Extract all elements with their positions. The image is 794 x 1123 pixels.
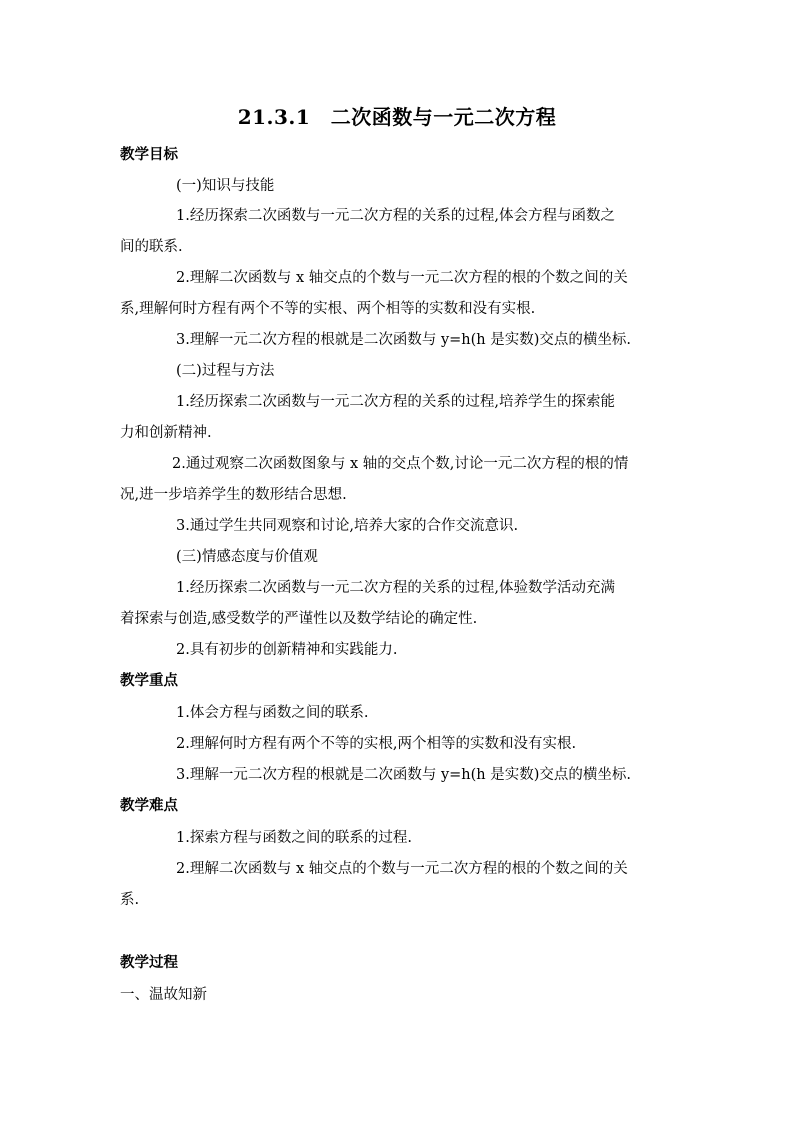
key-points-item-2: 2.理解何时方程有两个不等的实根,两个相等的实数和没有实根. bbox=[176, 736, 577, 752]
objectives-knowledge-item-2-cont: 系,理解何时方程有两个不等的实根、两个相等的实数和没有实根. bbox=[120, 301, 536, 317]
difficulties-item-2: 2.理解二次函数与 x 轴交点的个数与一元二次方程的根的个数之间的关 bbox=[176, 861, 628, 877]
objectives-attitude-item-1-cont: 着探索与创造,感受数学的严谨性以及数学结论的确定性. bbox=[120, 611, 478, 627]
objectives-subsection-process: (二)过程与方法 bbox=[176, 363, 275, 379]
process-heading: 教学过程 bbox=[120, 954, 178, 971]
objectives-knowledge-item-3: 3.理解一元二次方程的根就是二次函数与 y=h(h 是实数)交点的横坐标. bbox=[176, 332, 631, 348]
objectives-attitude-item-2: 2.具有初步的创新精神和实践能力. bbox=[176, 642, 398, 658]
difficulties-item-2-cont: 系. bbox=[120, 892, 140, 908]
objectives-knowledge-item-2: 2.理解二次函数与 x 轴交点的个数与一元二次方程的根的个数之间的关 bbox=[176, 270, 628, 286]
objectives-subsection-attitude: (三)情感态度与价值观 bbox=[176, 549, 318, 565]
page-title: 21.3.1 二次函数与一元二次方程 bbox=[237, 105, 557, 129]
process-section-1: 一、温故知新 bbox=[120, 987, 207, 1003]
objectives-subsection-knowledge: (一)知识与技能 bbox=[176, 178, 275, 194]
difficulties-item-1: 1.探索方程与函数之间的联系的过程. bbox=[176, 830, 412, 846]
objectives-knowledge-item-1-cont: 间的联系. bbox=[120, 239, 183, 255]
key-points-item-1: 1.体会方程与函数之间的联系. bbox=[176, 705, 369, 721]
objectives-process-item-1-cont: 力和创新精神. bbox=[120, 425, 212, 441]
objectives-knowledge-item-1: 1.经历探索二次函数与一元二次方程的关系的过程,体会方程与函数之 bbox=[176, 208, 615, 224]
key-points-heading: 教学重点 bbox=[120, 672, 178, 689]
objectives-attitude-item-1: 1.经历探索二次函数与一元二次方程的关系的过程,体验数学活动充满 bbox=[176, 580, 615, 596]
objectives-process-item-3: 3.通过学生共同观察和讨论,培养大家的合作交流意识. bbox=[176, 518, 519, 534]
objectives-process-item-2-cont: 况,进一步培养学生的数形结合思想. bbox=[120, 487, 347, 503]
objectives-process-item-2: 2.通过观察二次函数图象与 x 轴的交点个数,讨论一元二次方程的根的情 bbox=[172, 456, 629, 472]
key-points-item-3: 3.理解一元二次方程的根就是二次函数与 y=h(h 是实数)交点的横坐标. bbox=[176, 767, 631, 783]
objectives-heading: 教学目标 bbox=[120, 146, 178, 163]
objectives-process-item-1: 1.经历探索二次函数与一元二次方程的关系的过程,培养学生的探索能 bbox=[176, 394, 615, 410]
difficulties-heading: 教学难点 bbox=[120, 797, 178, 814]
